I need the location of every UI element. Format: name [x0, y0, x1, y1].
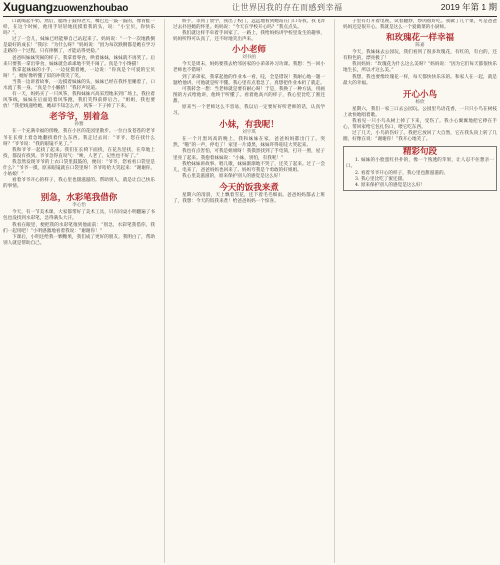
brand-name: Xuguang: [3, 0, 53, 14]
paragraph: 原来当一个老师这么不容易，我以后一定要好好听老师的话，认真学习。: [173, 105, 325, 117]
article-title: 今天的饭我来煮: [219, 182, 279, 193]
paragraph: 2. 看着爷爷开心的样子，我心里也甜滋滋的。: [355, 170, 449, 176]
lead-article: [343, 19, 497, 31]
paragraph: 我看在眼里，便把我的水彩笔推到他面前：“别急，水彩笔我借你，我们一起用吧！”小明感激地看着我说：“谢谢你！”: [3, 222, 155, 234]
paragraph: 下课后，小明还给我一颗糖果，我们成了更好的朋友。我明白了，帮助别人就是帮助自己。: [3, 234, 155, 246]
paragraph: 星期六的清晨，天上飘着雪花，还下着毛毛细雨。爸爸妈妈都去上班了，我想：今天的饭我来煮！给爸爸妈妈一个惊喜。: [173, 192, 325, 204]
paragraph: 在一个充满幸福的傍晚，我在小区的花园里散步。一位白发苍苍的老爷爷在长椅上着急地翻找着什么东西。我走过去问：“爷爷，您在找什么呀？”爷爷说：“我的眼镜不见了。”: [3, 129, 155, 147]
article-title: 和玫瑰花一样幸福: [385, 33, 454, 44]
highlight-box-body: [346, 158, 494, 188]
masthead-rule: [3, 16, 497, 17]
paragraph: 爸爸叫妹妹哭闹的样子。我拿着零食，哄着妹妹，妹妹就不再哭了。后来只要我一拿出零食，妹妹就会乖乖地不哭不闹了。真是个小馋猫！: [3, 55, 155, 67]
paragraph: 星期六，我们一家三口去公园玩。公园里鸟语花香，一只只小鸟在树枝上欢快地唱着歌。: [343, 106, 497, 118]
paragraph: 我们就这样手牵着手回家了。一路上，我给妈妈讲学校里发生的趣事，妈妈听得可认真了，还不时地笑出声来。: [173, 31, 325, 43]
article-title: 小妹，有我呢！: [219, 120, 279, 131]
paragraph: 当我一边讲着故事，一边摸着妹妹的头，妹妹已经在我怀里睡着了，口水流了我一身。“真是个小懒猪！”我轻声说道。: [3, 79, 155, 92]
paragraph: 3. 我心里比吃了蜜还甜。: [355, 176, 407, 182]
paragraph: 在一个月黑风高的晚上，我和妹妹在家，爸爸妈妈都出门了。突然，“啪”的一声，停电了！家里一片漆黑，妹妹吓得哇哇大哭起来。: [173, 137, 325, 149]
article-body: [343, 107, 497, 144]
brand-subtitle: zuowenzhoubao: [52, 3, 129, 14]
paragraph: 我想，我也要像玫瑰花一样，每天都快快乐乐的。和家人在一起，就是最大的幸福。: [343, 74, 497, 86]
issue-number: 2019 年第 1 期: [440, 2, 497, 12]
highlight-box: [343, 146, 497, 190]
paragraph: 我问妈妈：“玫瑰花为什么这么美呀？”妈妈说：“因为它们每天都很快乐地生长，所以才这么美。”: [343, 62, 497, 74]
paragraph: 过了几天，小鸟的伤好了。我把它放回了大自然，它在我头顶上转了几圈，好像在说：“谢谢你！”我开心地笑了。: [343, 131, 497, 143]
paragraph: 我也有点害怕，可我是姐姐呀！我摸黑找到了手电筒，打开一照，屋子里亮了起来。我抱着妹妹说：“小妹，别怕，有我呢！”: [173, 149, 325, 161]
article-author: 孙雅: [74, 122, 84, 128]
article-title: 开心小鸟: [402, 89, 437, 100]
paragraph: 口就喝起牛奶。然后，腮帮子鼓得老大，嘴巴还一鼓一鼓的，像青蛙一样，在这个时候，他用手轻轻地抚摸着我的头，说：“小宝贝，你快乐吗？”。: [3, 19, 155, 37]
paragraph: 今天，有一节美术课，大家都带好了美术工具，只有同桌小明翻遍了书包也没找到水彩笔，急得满头大汗。: [3, 210, 155, 222]
article-author: 陈嘉: [415, 43, 425, 49]
paragraph: 我忽然发现爷爷的上衣口袋里鼓鼓的，便问：“爷爷，您看看口袋里是什么？”爷爷一摸，原来眼镜就在口袋里呀！爷爷哈哈大笑起来：“谢谢你，小姑娘！”: [3, 159, 155, 178]
paragraph: 可我转念一想：当老师就是要有耐心呀！于是，我换了一种方法，用画图的方式给他讲，他终于听懂了。看着他高兴的样子，我心里比吃了蜜还甜。: [173, 86, 325, 104]
article-body: [3, 129, 155, 190]
article-author: 李心怡: [72, 203, 86, 209]
paragraph: 过了一会儿，妹妹已经能够自己站起来了。妈妈说：“一个一次地跌倒是最好的成长！”我问：“为什么呀？”妈妈说：“因为每次跌倒都是她在学习走路的一个过程，只有摔倒了，才能站得更稳。”: [3, 37, 155, 55]
masthead: [0, 0, 500, 16]
paragraph: 娇手，等到了放学，我出了校门，远远地看到她站在门口等我，我飞奔过去扑进她的怀里。妈妈说：“今天在学校开心吗？”我点点头。: [173, 19, 325, 31]
article-author: 刘宇琪: [242, 130, 256, 136]
paragraph: 我和爷爷一起找了起来。我们在长椅下面找，在花丛里找，在草地上找，都没有找到。爷爷急得直叹气：“唉，人老了，记性也不好了。”: [3, 147, 155, 159]
paragraph: 我拿起妹妹的小手，一边抚摸着她，一边说：“你真是个可爱的宝贝呀！”，她好像听懂了似的冲我笑了笑。: [3, 67, 155, 79]
paragraph: 我给妹妹讲故事、唱儿歌，妹妹渐渐地不哭了，还笑了起来。过了一会儿，电来了，爸爸妈妈也回来了。妈妈夸我是个勇敢的好姐姐。: [173, 161, 325, 173]
column-divider: [164, 19, 165, 563]
article-body: [3, 210, 155, 247]
paragraph: 4. 原来保护别人的感觉是这么好！: [355, 182, 426, 188]
article-title: 别急，水彩笔我借你: [40, 193, 118, 204]
column-3: [343, 19, 497, 563]
article-body: [173, 193, 325, 205]
paragraph: 今天，我妹妹去公园玩，我们看到了很多玫瑰花，有红的，有白的，还有粉色的，漂亮极了！: [343, 50, 497, 62]
article-body: [343, 50, 497, 87]
paragraph: 我看见一只小鸟从树上掉了下来，受伤了。我小心翼翼地把它捧在手心，带回家给它包扎伤口，喂它吃东西。: [343, 118, 497, 131]
paragraph: 1. 妹妹的小脸蛋红扑扑的，像一个熟透的苹果，让人忍不住想亲一口。: [346, 158, 494, 170]
paragraph: 今天是周末，妈妈要我去给邻居家的小弟弟补习功课。我想：当一回小老师也不错呀！: [173, 62, 325, 74]
article-author: 杨欣: [415, 99, 425, 105]
article-body: [173, 137, 325, 180]
highlight-box-title: 精彩句段: [384, 147, 456, 157]
lead-article: [3, 19, 155, 110]
paragraph: 子里有灯开着电视，试着翻炒，炒肉很好吃。我做了几个菜，可是爸爸妈妈还是很开心。我就是这么一个爱做菜的小厨师。: [343, 19, 497, 31]
paragraph: 看着爷爷开心的样子，我心里也甜滋滋的。帮助别人，就是让自己快乐的事情。: [3, 178, 155, 190]
column-divider: [334, 19, 335, 563]
article-body: [173, 62, 325, 117]
column-1: [3, 19, 155, 563]
slogan: 让世界因我的存在而感到幸福: [232, 3, 343, 12]
paragraph: 到了弟弟家，我拿起他的作业本一看，哇，全是错误！我耐心地一题一题给他讲，可他就是听不懂。我心里有点着急了，真想把作业本扔了就走。: [173, 74, 325, 86]
column-2: [173, 19, 325, 563]
article-title: 老爷爷，别着急: [49, 112, 109, 123]
brand-logo: [3, 1, 128, 15]
article-title: 小小老师: [231, 45, 266, 56]
paragraph: 我心里美滋滋的，原来保护别人的感觉是这么好！: [182, 173, 284, 179]
article-author: 刘书函: [242, 55, 256, 61]
lead-article: [173, 19, 325, 43]
paragraph: 有一天，妈妈买了一只风筝，我和妹妹兴高采烈地来到广场上。我拉着风筝线，妹妹在后面追着风筝跑，我们笑得前仰后合。“姐姐，我也要放！”我把线递给她，她却不知怎么弄，风筝一下子掉了下来。: [3, 92, 155, 110]
